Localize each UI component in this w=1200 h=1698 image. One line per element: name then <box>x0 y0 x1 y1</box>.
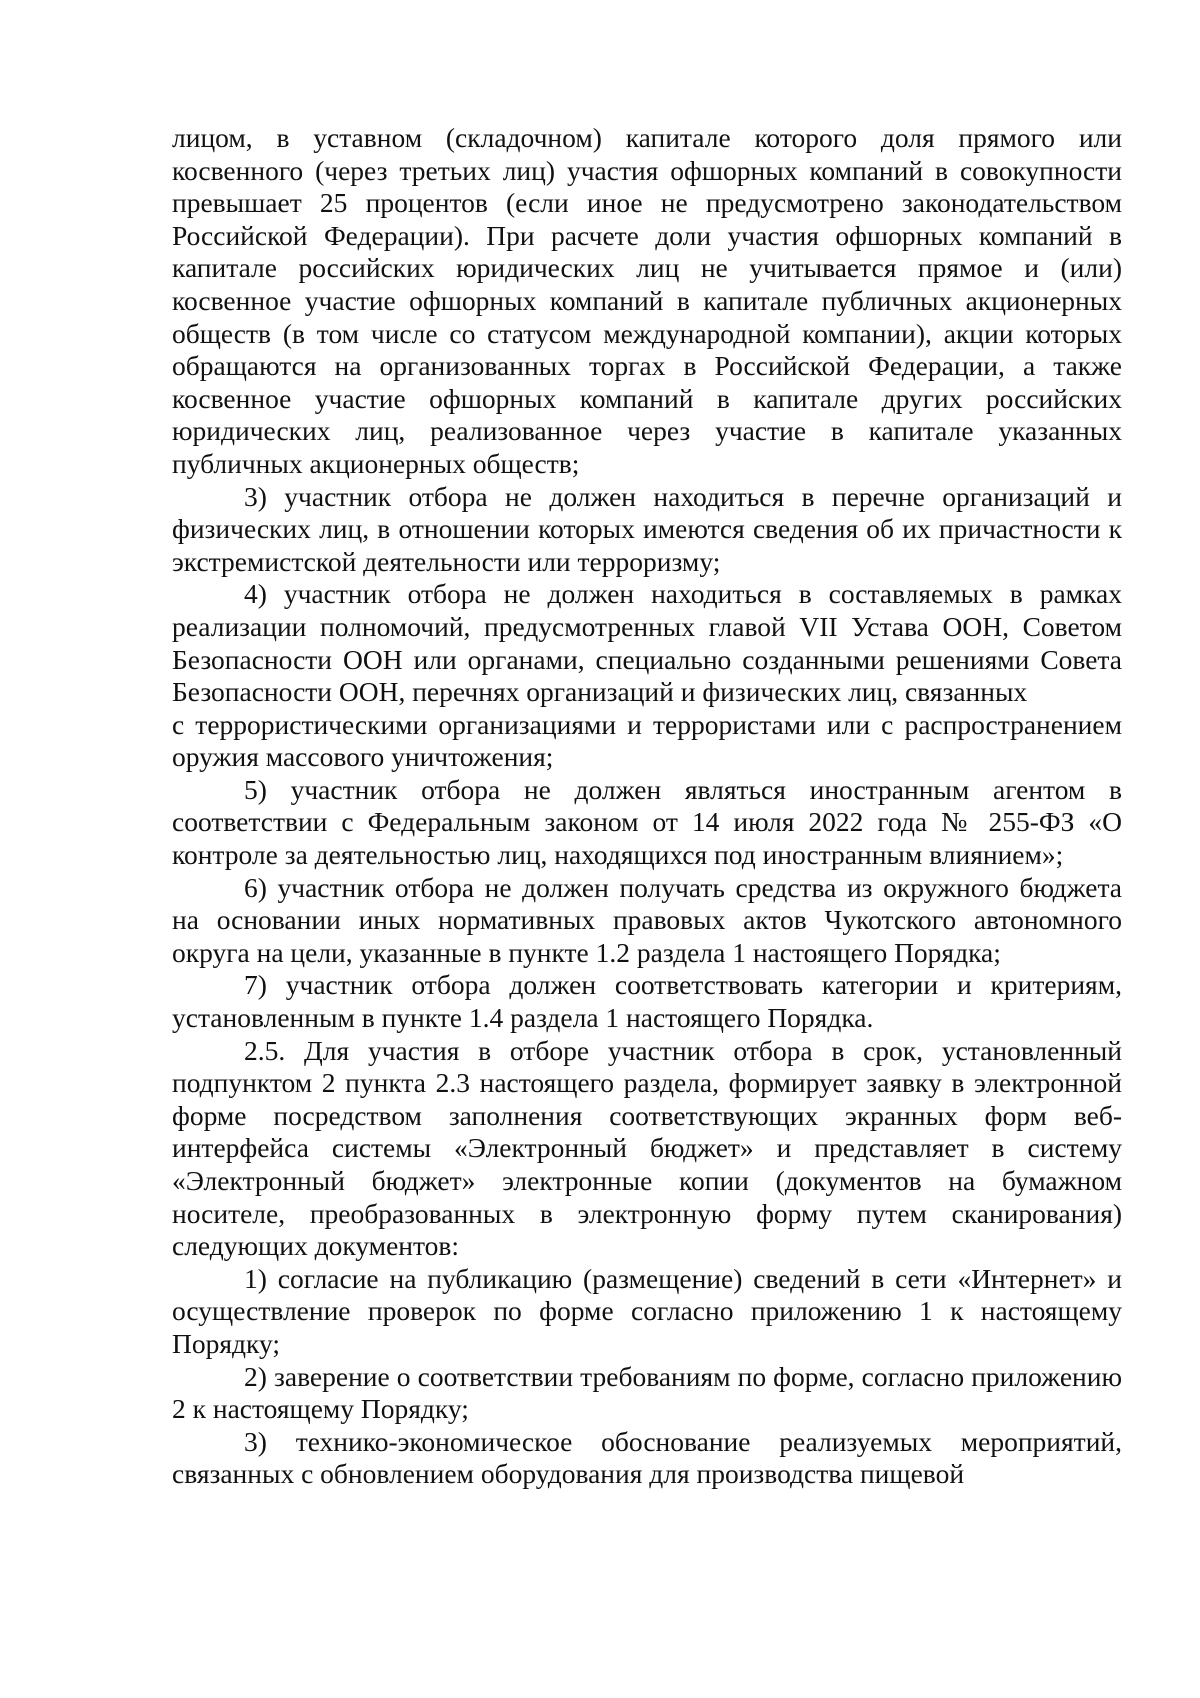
paragraph-item-7-criteria: 7) участник отбора должен соответствовать категории и критериям, установленным в пункте 1.4 раздела 1 настоящего Порядка. <box>172 969 1122 1034</box>
paragraph-offshore-participation: лицом, в уставном (складочном) капитале которого доля прямого или косвенного (через третьих лиц) участия офшорных компаний в совокупности превышает 25 процентов (если иное не предусмотрено законодательством Российской Федерации). При расчете доли участия офшорных компаний в капитале российских юридических лиц не учитывается прямое и (или) косвенное участие офшорных компаний в капитале публичных акционерных обществ (в том числе со статусом международной компании), акции которых обращаются на организованных торгах в Российской Федерации, а также косвенное участие офшорных компаний в капитале других российских юридических лиц, реализованное через участие в капитале указанных публичных акционерных обществ; <box>172 122 1122 479</box>
document-page <box>172 122 1122 1491</box>
paragraph-doc-2-assurance: 2) заверение о соответствии требованиям по форме, согласно приложению 2 к настоящему Порядку; <box>172 1360 1122 1425</box>
paragraph-item-6-district-budget: 6) участник отбора не должен получать средства из окружного бюджета на основании иных нормативных правовых актов Чукотского автономного округа на цели, указанные в пункте 1.2 раздела 1 настоящего Порядка; <box>172 871 1122 968</box>
paragraph-doc-3-feasibility: 3) технико-экономическое обоснование реализуемых мероприятий, связанных с обновлением оборудования для производства пищевой <box>172 1425 1122 1490</box>
paragraph-item-5-foreign-agent: 5) участник отбора не должен являться иностранным агентом в соответствии с Федеральным законом от 14 июля 2022 года № 255-ФЗ «О контроле за деятельностью лиц, находящихся под иностранным влиянием»; <box>172 773 1122 871</box>
paragraph-item-4-un-lists: 4) участник отбора не должен находиться в составляемых в рамках реализации полномочий, предусмотренных главой VII Устава ООН, Советом Безопасности ООН или органами, специально созданными решениями Совета Безопасности ООН, перечнях организаций и физических лиц, связанных <box>172 578 1122 708</box>
paragraph-doc-1-consent: 1) согласие на публикацию (размещение) сведений в сети «Интернет» и осуществление проверок по форме согласно приложению 1 к настоящему Порядку; <box>172 1262 1122 1359</box>
paragraph-item-4-continuation: с террористическими организациями и террористами или с распространением оружия массового уничтожения; <box>172 708 1122 773</box>
paragraph-section-2-5: 2.5. Для участия в отборе участник отбора в срок, установленный подпунктом 2 пункта 2.3 настоящего раздела, формирует заявку в электронной форме посредством заполнения соответствующих экранных форм веб-интерфейса системы «Электронный бюджет» и представляет в систему «Электронный бюджет» электронные копии (документов на бумажном носителе, преобразованных в электронную форму путем сканирования) следующих документов: <box>172 1034 1122 1262</box>
paragraph-item-3-extremism: 3) участник отбора не должен находиться в перечне организаций и физических лиц, в отношении которых имеются сведения об их причастности к экстремистской деятельности или терроризму; <box>172 480 1122 577</box>
